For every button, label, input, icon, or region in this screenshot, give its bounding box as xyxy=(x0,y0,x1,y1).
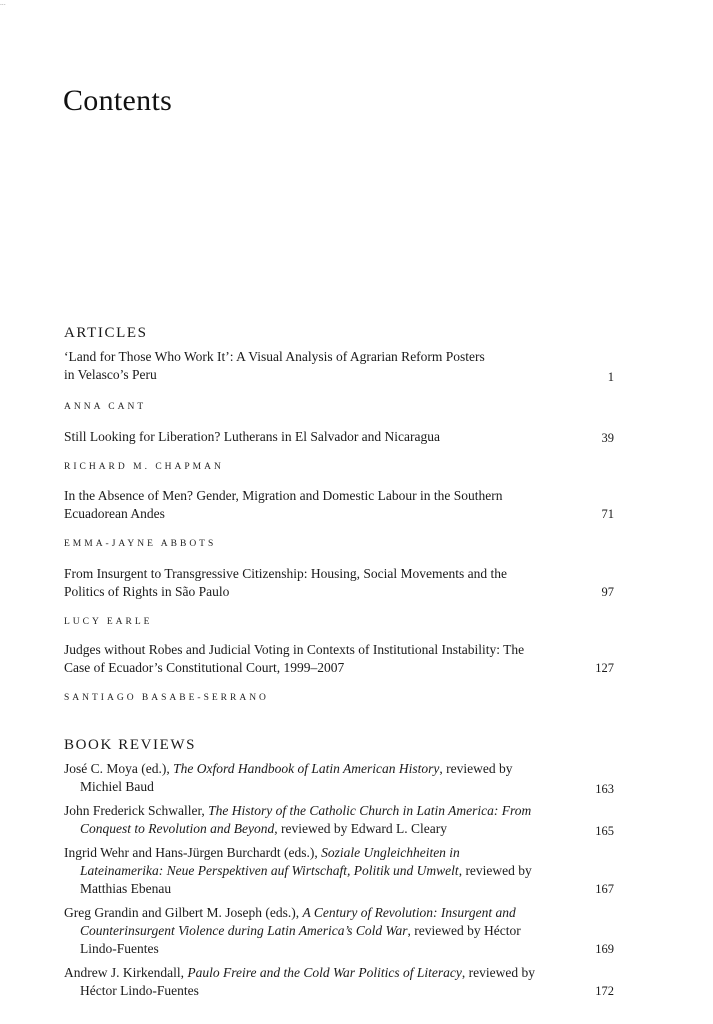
page-number: 71 xyxy=(601,507,614,521)
book-review-entry xyxy=(64,844,564,898)
page-number: 163 xyxy=(595,782,614,796)
book-review-line xyxy=(64,880,564,898)
book-review-entry xyxy=(64,964,564,1000)
review-text: Ingrid Wehr and Hans-Jürgen Burchardt (eds.), xyxy=(64,845,322,860)
book-title-text: Conquest to Revolution and Beyond xyxy=(80,821,275,836)
review-text: , reviewed by xyxy=(461,965,535,980)
book-title-text: Counterinsurgent Violence during Latin America’s Cold War xyxy=(80,923,408,938)
article-title xyxy=(64,641,524,677)
article-author: RICHARD M. CHAPMAN xyxy=(64,462,224,472)
review-text: , reviewed by Héctor xyxy=(407,923,521,938)
page-number: 172 xyxy=(595,984,614,998)
page-number: 165 xyxy=(595,824,614,838)
book-reviews-heading: BOOK REVIEWS xyxy=(64,737,197,753)
book-review-line xyxy=(64,802,564,820)
book-review-line xyxy=(64,964,564,982)
article-author: EMMA-JAYNE ABBOTS xyxy=(64,539,217,549)
book-title-text: Paulo Freire and the Cold War Politics of Literacy xyxy=(187,965,462,980)
article-title xyxy=(64,348,485,384)
article-title-line: From Insurgent to Transgressive Citizenship: Housing, Social Movements and the xyxy=(64,566,507,581)
article-title-line: Judges without Robes and Judicial Voting in Contexts of Institutional Instability: The xyxy=(64,642,525,657)
book-review-line xyxy=(64,904,564,922)
book-title-text: The Oxford Handbook of Latin American History xyxy=(173,761,440,776)
article-title-line: Politics of Rights in São Paulo xyxy=(64,584,230,599)
page-title: Contents xyxy=(63,84,173,117)
review-text: Andrew J. Kirkendall, xyxy=(64,965,188,980)
corner-mark: ... xyxy=(0,0,6,7)
review-text: Michiel Baud xyxy=(80,779,154,794)
book-review-entry xyxy=(64,760,564,796)
review-text: Greg Grandin and Gilbert M. Joseph (eds.), xyxy=(64,905,303,920)
review-text: Matthias Ebenau xyxy=(80,881,172,896)
review-text: , reviewed by xyxy=(458,863,532,878)
book-review-line xyxy=(64,844,564,862)
page-number: 127 xyxy=(595,661,614,675)
review-text: John Frederick Schwaller, xyxy=(64,803,209,818)
book-title-text: The History of the Catholic Church in Latin America: From xyxy=(208,803,532,818)
book-title-text: Lateinamerika: Neue Perspektiven auf Wirtschaft, Politik und Umwelt xyxy=(80,863,459,878)
article-title-line: Still Looking for Liberation? Lutherans in El Salvador and Nicaragua xyxy=(64,429,441,444)
article-author: SANTIAGO BASABE-SERRANO xyxy=(64,693,269,703)
review-text: Lindo-Fuentes xyxy=(80,941,159,956)
review-text: José C. Moya (ed.), xyxy=(64,761,174,776)
article-title-line: In the Absence of Men? Gender, Migration and Domestic Labour in the Southern xyxy=(64,488,503,503)
article-title-line: ‘Land for Those Who Work It’: A Visual Analysis of Agrarian Reform Posters xyxy=(64,349,485,364)
article-title-line: Ecuadorean Andes xyxy=(64,506,165,521)
review-text: , reviewed by Edward L. Cleary xyxy=(274,821,448,836)
book-review-line xyxy=(64,862,564,880)
article-title xyxy=(64,565,507,601)
article-title xyxy=(64,487,502,523)
article-title-line: in Velasco’s Peru xyxy=(64,367,157,382)
page-number: 169 xyxy=(595,942,614,956)
articles-heading: ARTICLES xyxy=(64,325,148,341)
page-number: 1 xyxy=(607,370,614,384)
review-text: , reviewed by xyxy=(439,761,513,776)
book-title-text: Soziale Ungleichheiten in xyxy=(321,845,460,860)
page-number: 167 xyxy=(595,882,614,896)
book-review-line xyxy=(64,820,564,838)
article-author: ANNA CANT xyxy=(64,402,147,412)
book-title-text: A Century of Revolution: Insurgent and xyxy=(302,905,516,920)
article-author: LUCY EARLE xyxy=(64,617,153,627)
review-text: Héctor Lindo-Fuentes xyxy=(80,983,199,998)
book-review-entry xyxy=(64,802,564,838)
book-review-entry xyxy=(64,904,564,958)
book-review-line xyxy=(64,760,564,778)
book-review-line xyxy=(64,922,564,940)
book-review-line xyxy=(64,982,564,1000)
book-review-line xyxy=(64,940,564,958)
page-number: 39 xyxy=(601,431,614,445)
page-number: 97 xyxy=(601,585,614,599)
article-title xyxy=(64,428,440,446)
book-review-line xyxy=(64,778,564,796)
article-title-line: Case of Ecuador’s Constitutional Court, 1999–2007 xyxy=(64,660,345,675)
